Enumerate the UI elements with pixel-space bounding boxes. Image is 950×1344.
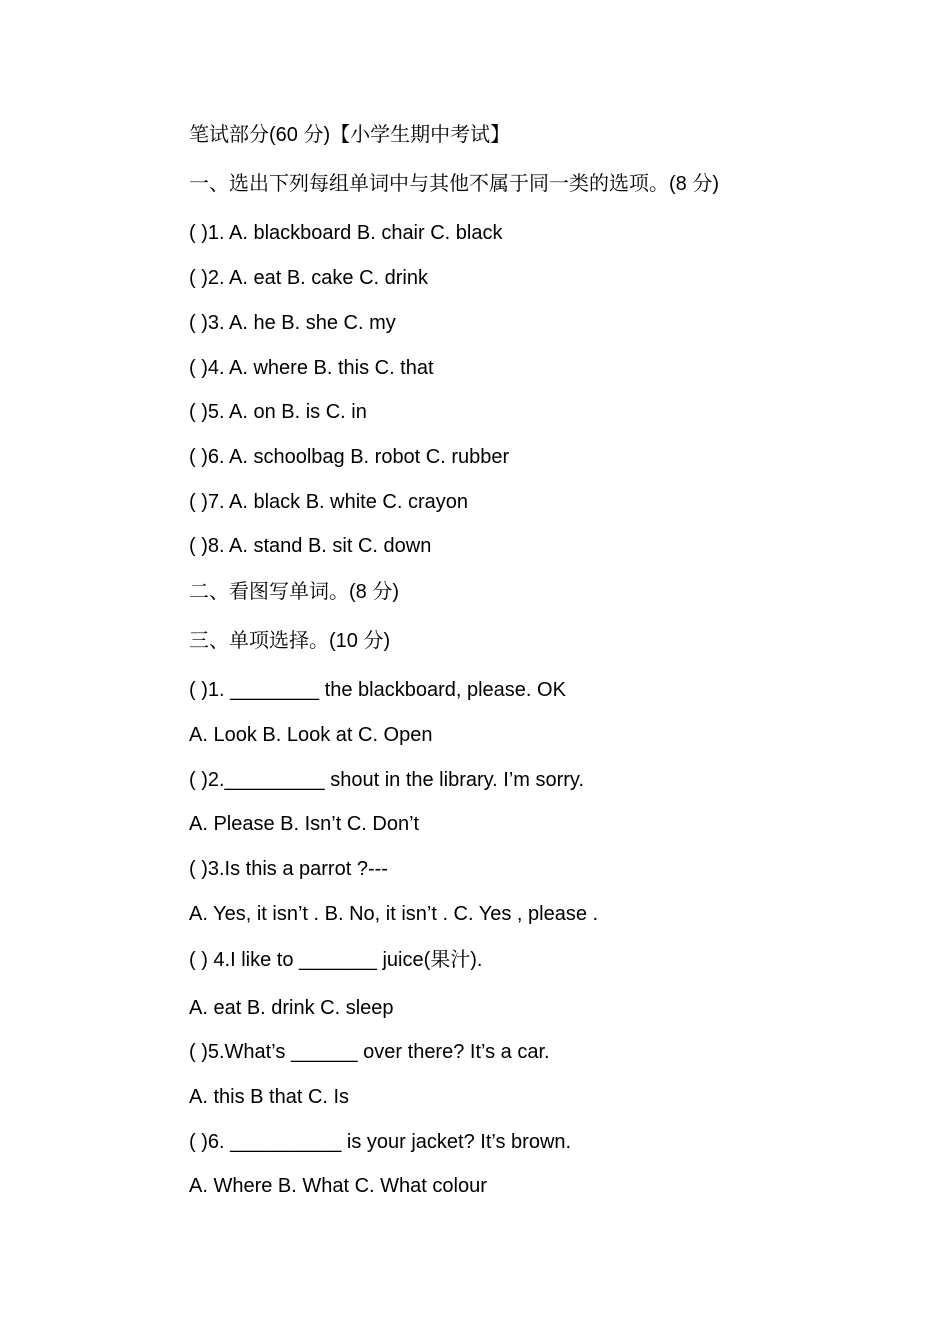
answer-options: A. Where B. What C. What colour [189,1175,487,1197]
section1-item: ( )8. A. stand B. sit C. down [189,535,432,557]
answer-options: A. Yes, it isn’t . B. No, it isn’t . C. Yes , please . [189,903,599,925]
section1-item: ( )6. A. schoolbag B. robot C. rubber [189,446,510,468]
answer-options: A. Please B. Isn’t C. Don’t [189,813,420,835]
question: ( )6. __________ is your jacket? It’s brown. [189,1131,572,1153]
section1-item: ( )2. A. eat B. cake C. drink [189,267,428,289]
answer-options: A. this B that C. Is [189,1086,350,1108]
document-title: 笔试部分(60 分)【小学生期中考试】 [189,124,511,146]
question: ( )2._________ shout in the library. I’m sorry. [189,769,584,791]
question: ( )1. ________ the blackboard, please. OK [189,679,566,701]
question: ( ) 4.I like to _______ juice(果汁). [189,949,483,971]
section1-item: ( )4. A. where B. this C. that [189,357,434,379]
section3-heading: 三、单项选择。(10 分) [189,630,391,652]
question: ( )5.What’s ______ over there? It’s a car. [189,1041,550,1063]
section1-item: ( )7. A. black B. white C. crayon [189,491,468,513]
section1-item: ( )3. A. he B. she C. my [189,312,396,334]
section1-item: ( )5. A. on B. is C. in [189,401,367,423]
section2-heading: 二、看图写单词。(8 分) [189,581,399,603]
question: ( )3.Is this a parrot ?--- [189,858,388,880]
answer-options: A. Look B. Look at C. Open [189,724,433,746]
answer-options: A. eat B. drink C. sleep [189,997,394,1019]
section1-item: ( )1. A. blackboard B. chair C. black [189,222,503,244]
section1-heading: 一、选出下列每组单词中与其他不属于同一类的选项。(8 分) [189,173,719,195]
